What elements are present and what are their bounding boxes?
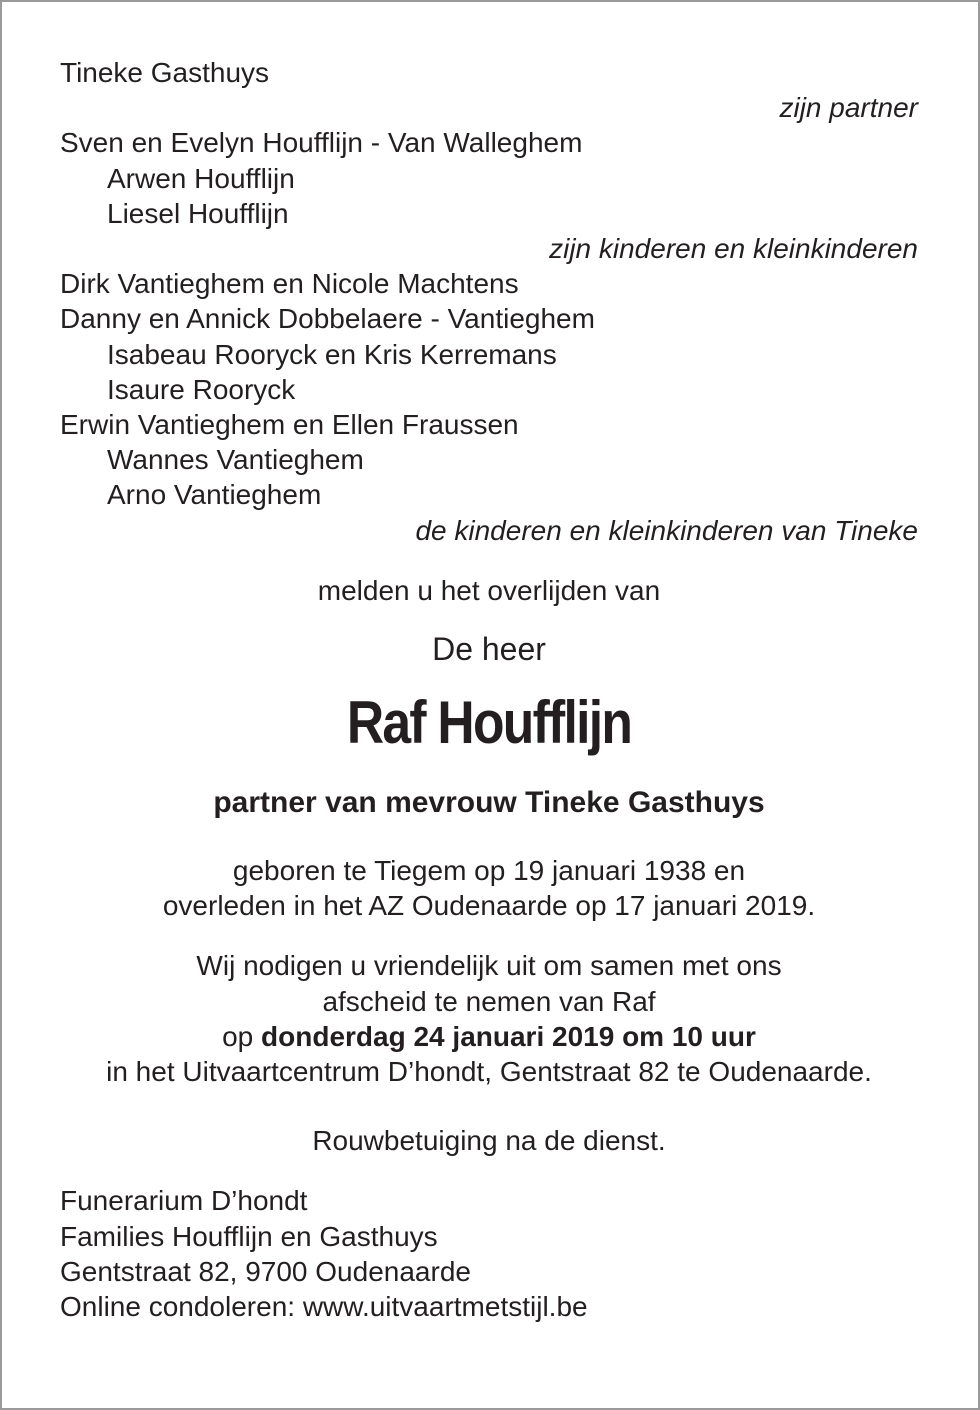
child-line-1: Sven en Evelyn Houfflijn - Van Walleghem	[60, 127, 583, 159]
tineke-family-list	[60, 266, 918, 512]
birth-line: geboren te Tiegem op 19 januari 1938 en	[232, 855, 746, 887]
tineke-family-line-1: Dirk Vantieghem en Nicole Machtens	[60, 268, 519, 300]
invitation-line-1: Wij nodigen u vriendelijk uit om samen met ons	[196, 950, 782, 982]
tineke-family-line-5: Erwin Vantieghem en Ellen Fraussen	[60, 409, 519, 441]
children-list	[60, 125, 918, 231]
tineke-family-line-2: Danny en Annick Dobbelaere - Vantieghem	[60, 303, 595, 335]
service-date-line	[60, 1019, 918, 1054]
tineke-family-line-4: Isaure Rooryck	[107, 373, 296, 405]
death-line: overleden in het AZ Oudenaarde op 17 januari 2019.	[162, 890, 816, 922]
tineke-family-role: de kinderen en kleinkinderen van Tineke	[415, 514, 918, 546]
deceased-name: Raf Houfflijn	[346, 689, 632, 757]
address-line: Gentstraat 82, 9700 Oudenaarde	[60, 1255, 471, 1287]
salutation: De heer	[432, 631, 546, 668]
funeral-home: Funerarium D’hondt	[60, 1185, 308, 1217]
child-line-2: Arwen Houfflijn	[107, 162, 295, 194]
tineke-family-line-3: Isabeau Rooryck en Kris Kerremans	[107, 338, 557, 370]
service-date-prefix: op	[222, 1020, 254, 1052]
partner-name: Tineke Gasthuys	[60, 57, 270, 88]
invitation-line-2: afscheid te nemen van Raf	[322, 985, 656, 1017]
tineke-family-line-7: Arno Vantieghem	[107, 479, 322, 511]
obituary-content	[60, 55, 918, 1324]
relation-line: partner van mevrouw Tineke Gasthuys	[213, 786, 765, 820]
announcement-intro: melden u het overlijden van	[317, 574, 661, 606]
child-line-3: Liesel Houfflijn	[107, 197, 289, 229]
condolence-note: Rouwbetuiging na de dienst.	[312, 1125, 666, 1157]
service-date: donderdag 24 januari 2019 om 10 uur	[261, 1020, 756, 1052]
online-condolence: Online condoleren: www.uitvaartmetstijl.be	[60, 1291, 588, 1323]
families-line: Families Houfflijn en Gasthuys	[60, 1220, 438, 1252]
children-role: zijn kinderen en kleinkinderen	[549, 233, 918, 265]
partner-role: zijn partner	[779, 92, 918, 124]
tineke-family-line-6: Wannes Vantieghem	[107, 444, 364, 476]
service-location: in het Uitvaartcentrum D’hondt, Gentstraat 82 te Oudenaarde.	[106, 1056, 872, 1088]
